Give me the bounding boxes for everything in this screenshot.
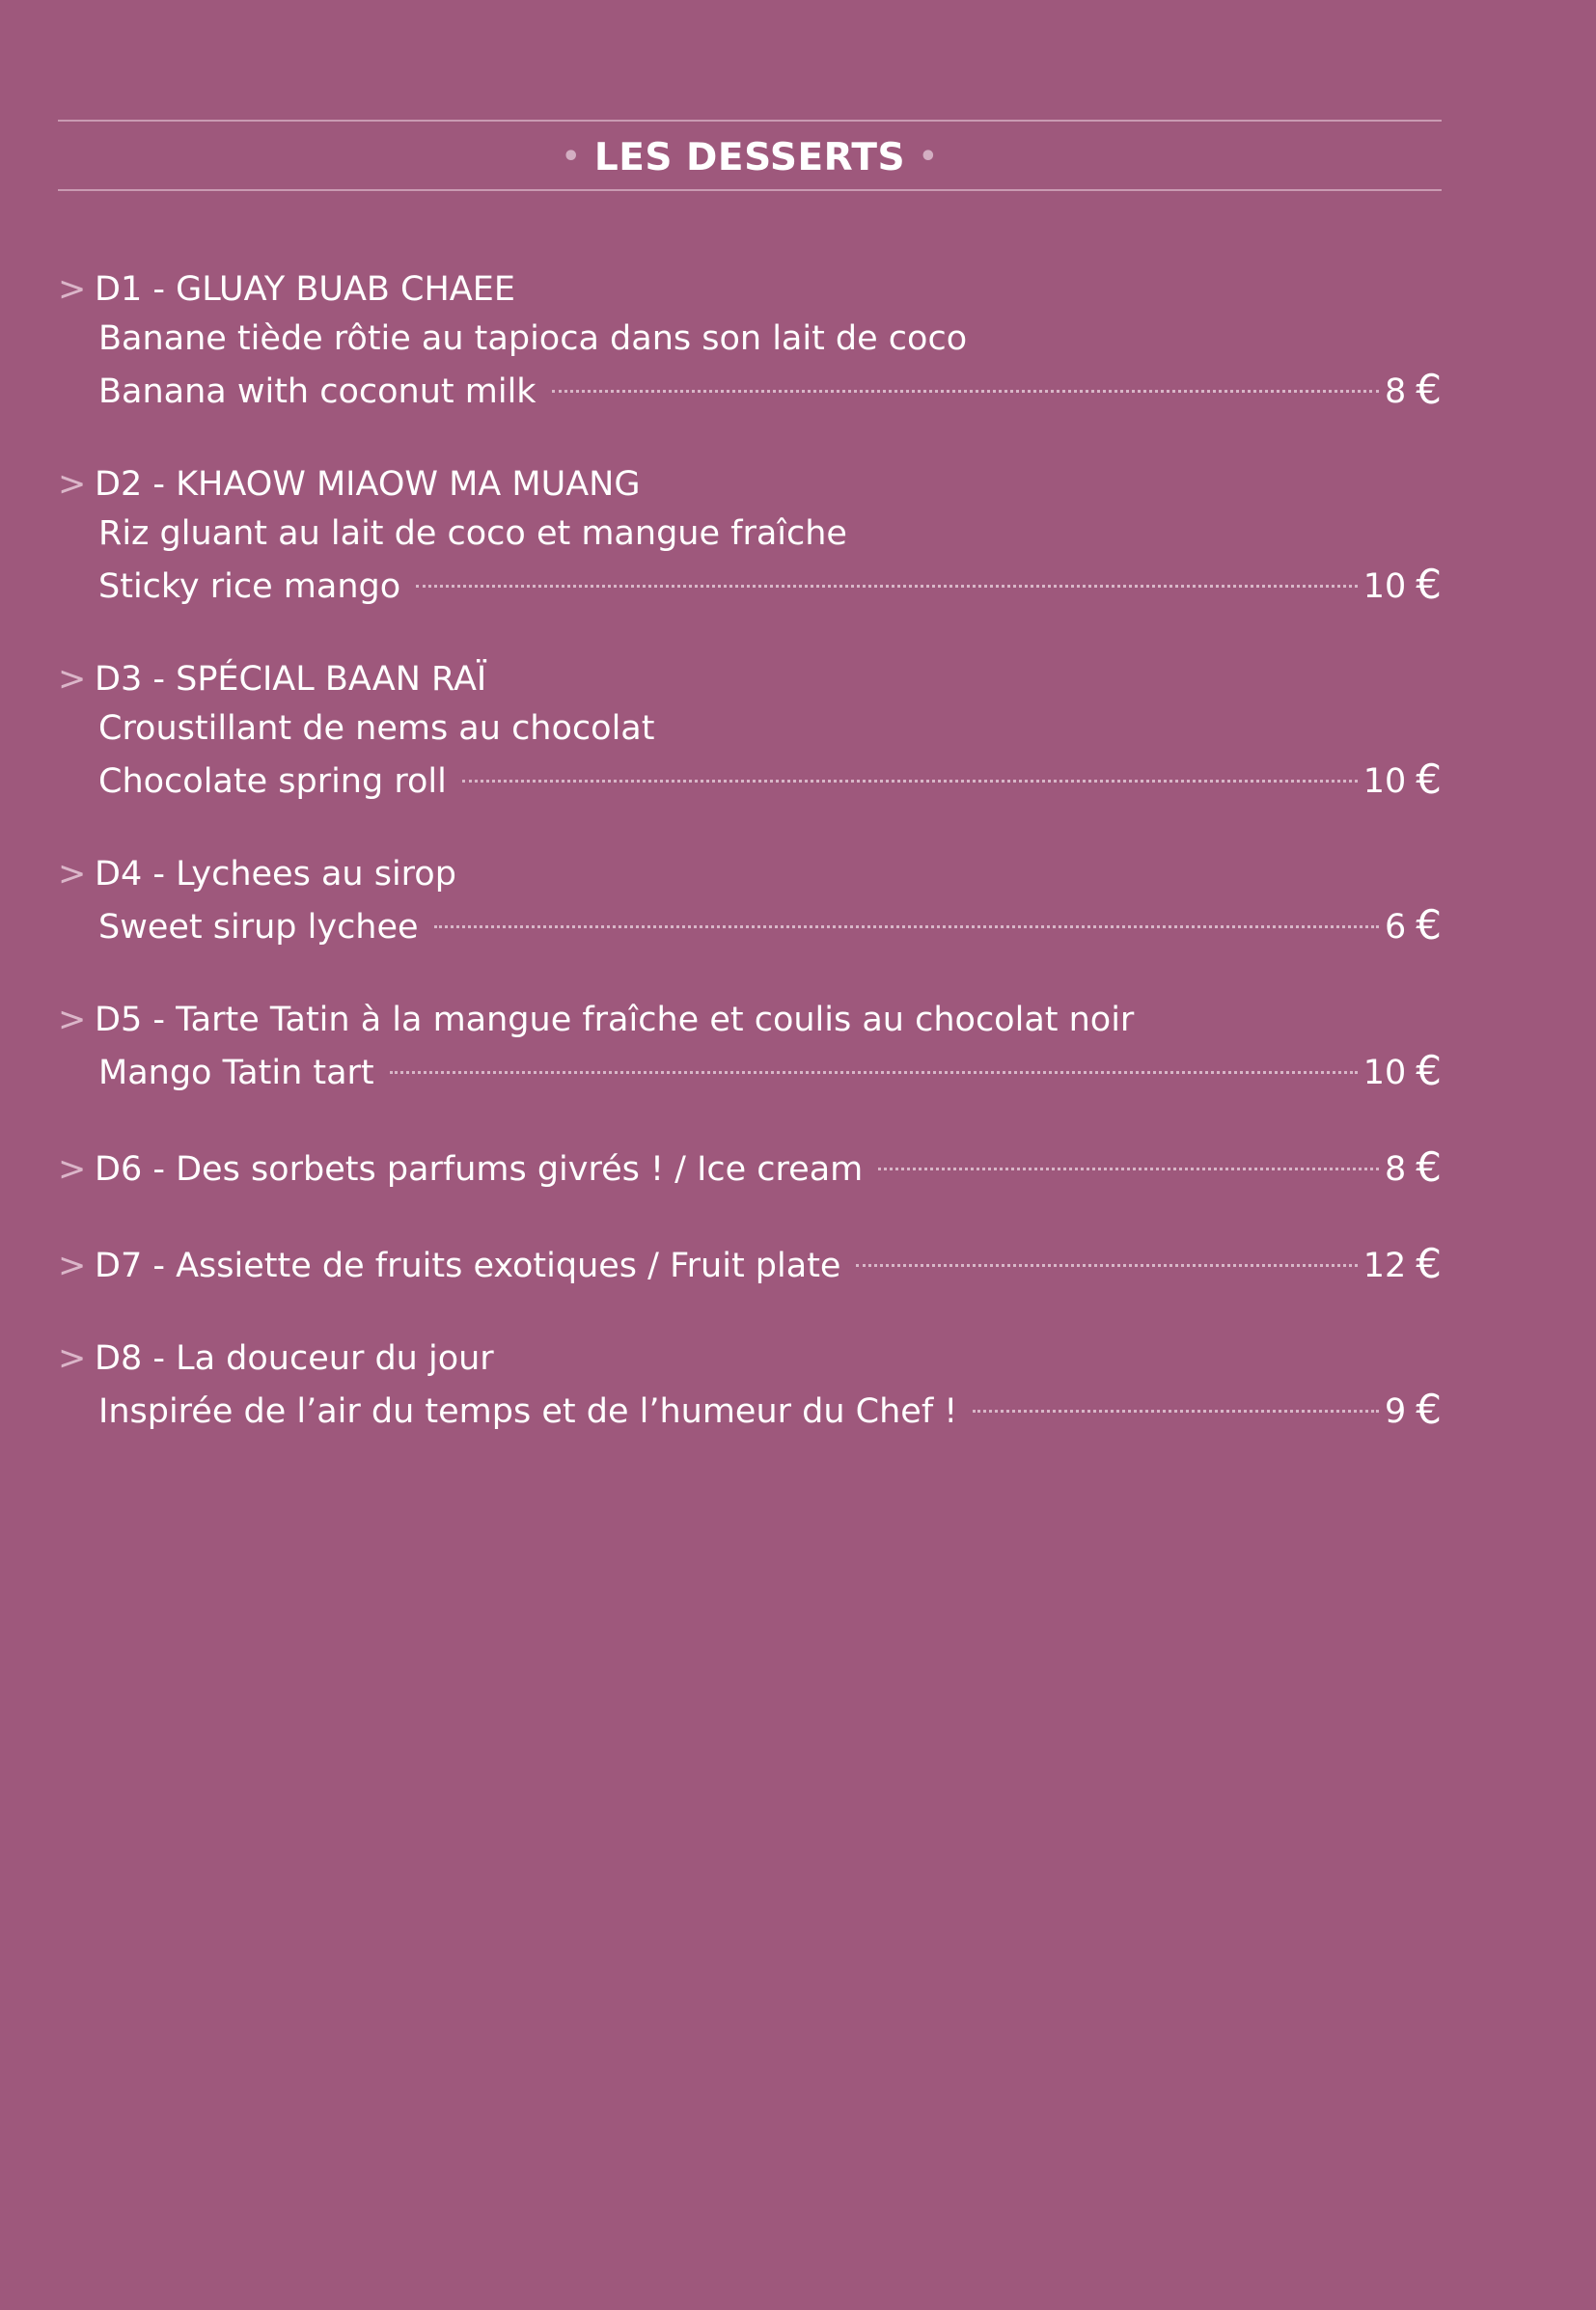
euro-sign: € [1416,366,1442,413]
dessert-list [58,265,1442,1480]
dessert-item-price [1363,754,1442,807]
item-marker: > [58,1247,87,1285]
dessert-item-description-en: Banana with coconut milk [98,372,537,411]
price-amount: 10 [1362,567,1407,606]
price-amount: 6 [1384,908,1407,947]
item-marker: > [58,1150,87,1189]
dessert-item-price-line [58,364,1442,413]
euro-sign: € [1416,1386,1442,1433]
dessert-item-price-line [58,1045,1442,1094]
price-amount: 10 [1362,1054,1407,1092]
dot-leader [434,925,1379,928]
dessert-item-price-line [58,899,1442,949]
dessert-item-name-line [58,1334,1442,1384]
dessert-item-name-line [58,265,1442,315]
euro-sign: € [1416,561,1442,608]
dot-leader [462,780,1358,783]
price-amount: 9 [1384,1392,1407,1431]
dessert-item-description-fr: Banane tiède rôtie au tapioca dans son lait de coco [98,319,968,358]
dessert-menu-page [58,0,1442,2310]
dessert-item-description-en: Inspirée de l’air du temps et de l’humeur du Chef ! [98,1392,958,1431]
dessert-item-d7 [58,1238,1442,1287]
dessert-item-name: D2 - KHAOW MIAOW MA MUANG [95,465,641,504]
dessert-item-name: D6 - Des sorbets parfums givrés ! / Ice cream [95,1150,864,1189]
euro-sign: € [1416,756,1442,803]
price-amount: 12 [1362,1247,1407,1285]
header-top-rule [58,120,1442,122]
item-marker: > [58,270,87,309]
item-marker: > [58,465,87,504]
dessert-item-description-en: Chocolate spring roll [98,762,447,801]
euro-sign: € [1416,1047,1442,1094]
dessert-item-name-line [58,850,1442,899]
title-bullet-right: • [919,139,938,174]
dessert-item-price [1363,559,1442,612]
dessert-item-description-en: Sweet sirup lychee [98,908,419,947]
dessert-item-price [1385,1141,1442,1195]
dessert-item-name-line [58,655,1442,704]
dessert-item-price-line [58,1384,1442,1433]
dessert-item-price-line [58,754,1442,803]
dot-leader [416,585,1358,588]
price-amount: 8 [1384,372,1407,411]
dot-leader [973,1410,1379,1413]
title-bullet-left: • [562,139,581,174]
dessert-item-name-line [58,1145,863,1195]
dessert-item-d1 [58,265,1442,413]
dessert-item-price-line [58,1141,1442,1191]
dot-leader [552,390,1379,393]
dessert-item-description-en: Sticky rice mango [98,567,401,606]
section-title [58,129,1442,189]
item-marker: > [58,1339,87,1378]
dessert-item-price [1385,364,1442,417]
header-bottom-rule [58,189,1442,191]
dessert-item-d8 [58,1334,1442,1433]
dessert-item-d2 [58,460,1442,608]
dessert-item-name-line [58,996,1442,1045]
dessert-item-d4 [58,850,1442,949]
dessert-item-price-line [58,559,1442,608]
dessert-item-name-line [58,1242,840,1291]
price-amount: 10 [1362,762,1407,801]
section-title-text: LES DESSERTS [593,136,906,179]
dessert-item-price [1385,899,1442,952]
euro-sign: € [1416,901,1442,949]
euro-sign: € [1416,1240,1442,1287]
dot-leader [390,1071,1358,1074]
dessert-item-description-fr: Riz gluant au lait de coco et mangue fraîche [98,514,847,553]
dessert-item-name: D5 - Tarte Tatin à la mangue fraîche et coulis au chocolat noir [95,1001,1135,1039]
dessert-item-price-line [58,1238,1442,1287]
dessert-item-d5 [58,996,1442,1094]
dessert-item-description-en: Mango Tatin tart [98,1054,374,1092]
dessert-item-name: D7 - Assiette de fruits exotiques / Fruit plate [95,1247,841,1285]
dessert-item-name: D3 - SPÉCIAL BAAN RAÏ [95,660,487,699]
item-marker: > [58,855,87,894]
dot-leader [878,1168,1379,1170]
dessert-item-price [1385,1384,1442,1437]
dessert-item-d3 [58,655,1442,803]
dessert-item-name: D4 - Lychees au sirop [95,855,456,894]
dessert-item-name: D1 - GLUAY BUAB CHAEE [95,270,515,309]
dessert-item-name: D8 - La douceur du jour [95,1339,494,1378]
dessert-item-price [1363,1238,1442,1291]
item-marker: > [58,660,87,699]
item-marker: > [58,1001,87,1039]
euro-sign: € [1416,1143,1442,1191]
dessert-item-price [1363,1045,1442,1098]
dessert-item-description-fr: Croustillant de nems au chocolat [98,709,655,748]
dessert-item-d6 [58,1141,1442,1191]
price-amount: 8 [1384,1150,1407,1189]
dessert-item-name-line [58,460,1442,509]
dot-leader [856,1264,1357,1267]
